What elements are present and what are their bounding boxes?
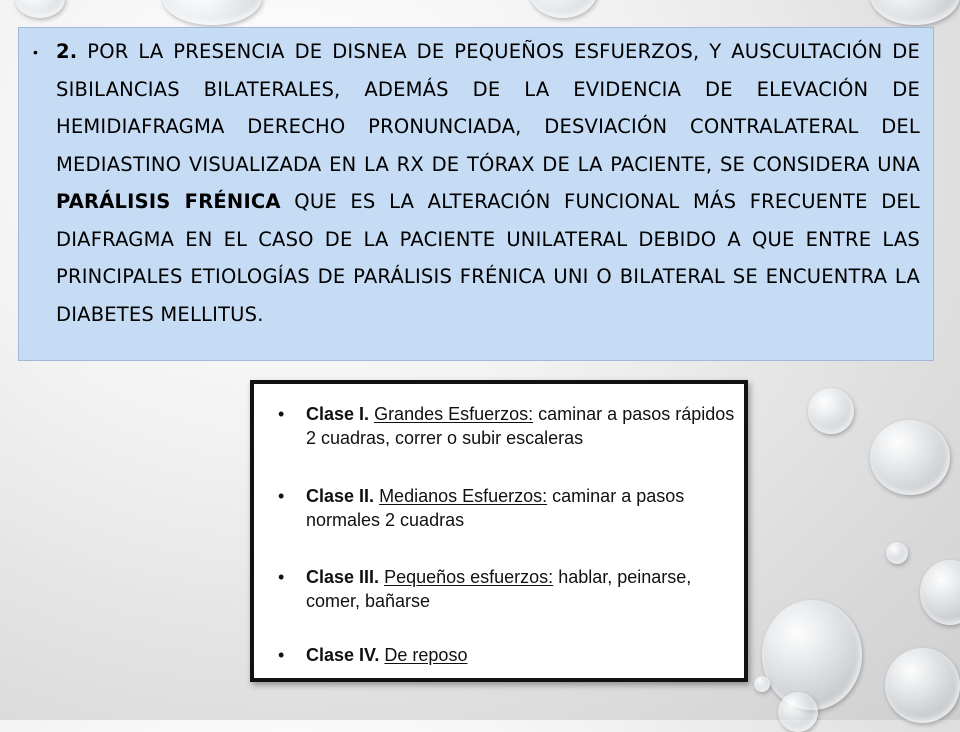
- bullet-icon: •: [278, 404, 285, 424]
- class-description: hablar, peinarse, comer, bañarse: [306, 567, 692, 611]
- class-term: De reposo: [384, 645, 468, 665]
- main-paragraph: [56, 33, 920, 333]
- water-drop-decoration: [15, 0, 65, 18]
- class-term: Medianos Esfuerzos:: [379, 486, 548, 506]
- class-label: Clase II.: [306, 486, 375, 506]
- water-drop-decoration: [762, 600, 862, 710]
- bullet-icon: •: [33, 44, 38, 60]
- paragraph-highlight: PARÁLISIS FRÉNICA: [56, 190, 281, 213]
- dyspnea-classification-box: [250, 380, 748, 682]
- class-description: caminar a pasos rápidos 2 cuadras, correr o subir escaleras: [306, 404, 735, 448]
- main-text-panel: [18, 27, 934, 361]
- paragraph-outro: QUE ES LA ALTERACIÓN FUNCIONAL MÁS FRECUENTE DEL DIAFRAGMA EN EL CASO DE LA PACIENTE UNILATERAL DEBIDO A QUE ENTRE LAS PRINCIPALES ETIOLOGÍAS DE PARÁLISIS FRÉNICA UNI O BILATERAL SE ENCUENTRA LA DIABETES MELLITUS.: [56, 190, 920, 326]
- water-drop-decoration: [778, 692, 818, 732]
- point-number: 2.: [56, 40, 78, 63]
- class-term: Grandes Esfuerzos:: [374, 404, 534, 424]
- water-drop-decoration: [528, 0, 598, 18]
- water-drop-decoration: [920, 560, 960, 625]
- water-drop-decoration: [808, 388, 854, 434]
- class-label: Clase I.: [306, 404, 370, 424]
- class-label: Clase IV.: [306, 645, 380, 665]
- bullet-icon: •: [278, 645, 285, 665]
- water-drop-decoration: [870, 420, 950, 495]
- water-drop-decoration: [162, 0, 262, 25]
- paragraph-intro: POR LA PRESENCIA DE DISNEA DE PEQUEÑOS ESFUERZOS, Y AUSCULTACIÓN DE SIBILANCIAS BILATERALES, ADEMÁS DE LA EVIDENCIA DE ELEVACIÓN DE HEMIDIAFRAGMA DERECHO PRONUNCIADA, DESVIACIÓN CONTRALATERAL DEL MEDIASTINO VISUALIZADA EN LA RX DE TÓRAX DE LA PACIENTE, SE CONSIDERA UNA: [56, 40, 920, 176]
- class-description: caminar a pasos normales 2 cuadras: [306, 486, 685, 530]
- class-label: Clase III.: [306, 567, 380, 587]
- class-term: Pequeños esfuerzos:: [384, 567, 554, 587]
- water-drop-decoration: [885, 648, 960, 723]
- bullet-icon: •: [278, 486, 285, 506]
- water-drop-decoration: [886, 542, 908, 564]
- water-drop-decoration: [870, 0, 960, 25]
- bullet-icon: •: [278, 567, 285, 587]
- water-drop-decoration: [754, 676, 770, 692]
